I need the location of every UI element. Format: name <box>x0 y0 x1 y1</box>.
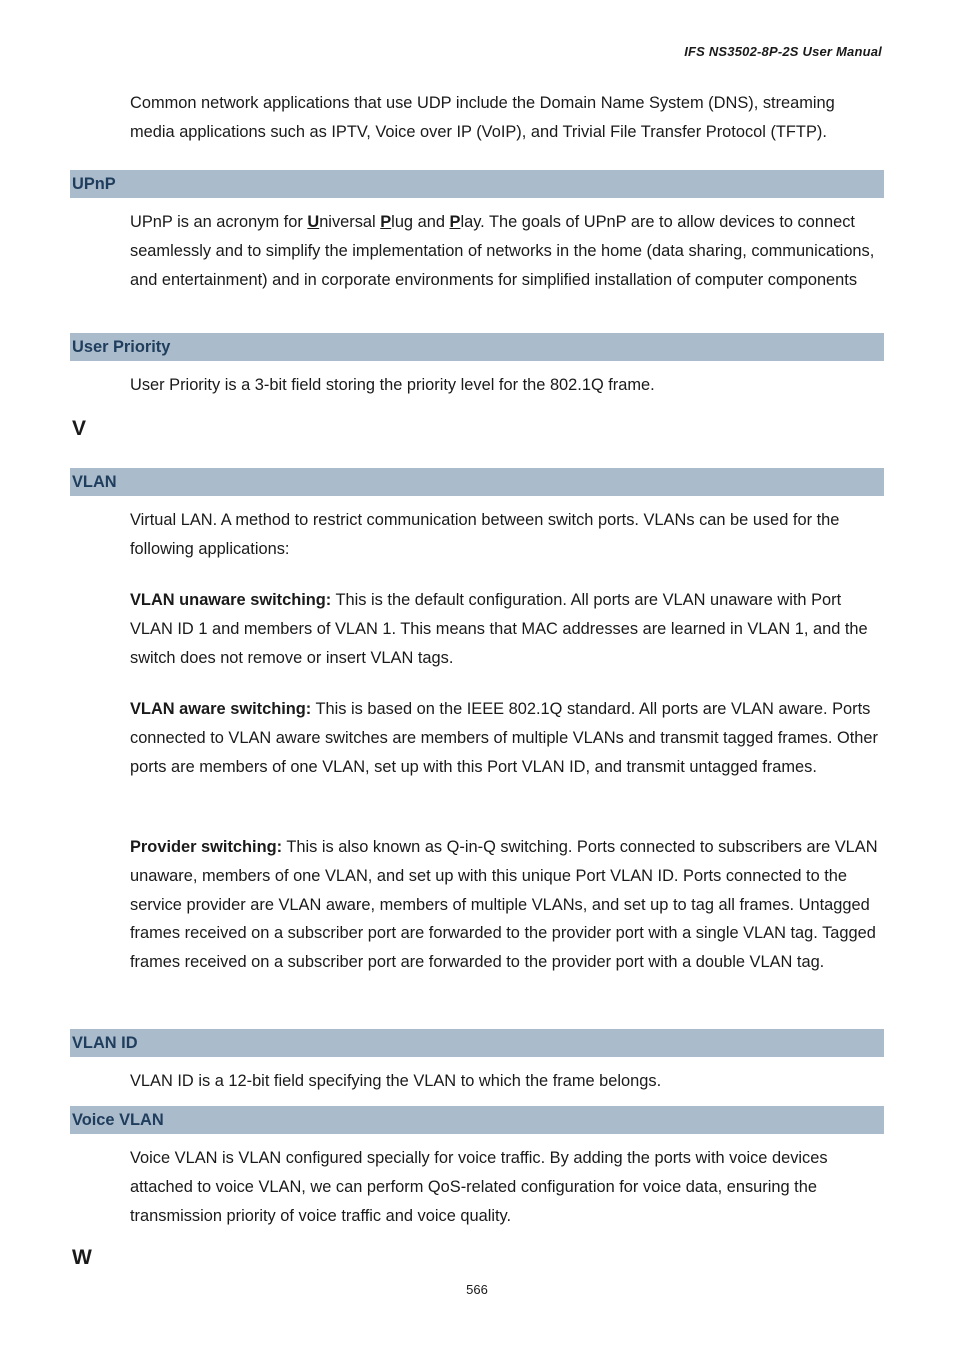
user-priority-paragraph: User Priority is a 3-bit field storing the priority level for the 802.1Q frame. <box>130 376 655 394</box>
section-voice-vlan-heading: Voice VLAN <box>70 1106 884 1134</box>
index-letter-v: V <box>72 417 87 440</box>
section-upnp-heading: UPnP <box>70 170 884 198</box>
index-letter-w: W <box>72 1246 92 1269</box>
vlan-id-paragraph: VLAN ID is a 12-bit field specifying the VLAN to which the frame belongs. <box>130 1072 662 1090</box>
upnp-paragraph: UPnP is an acronym for Universal Plug and Play. The goals of UPnP are to allow devices to connect seamlessly and to simplify the implementation of networks in the home (data sharing, communications, and entertainment) and in corporate environments for simplified installation of computer components <box>130 213 875 289</box>
vlan-aware-paragraph: VLAN aware switching: This is based on the IEEE 802.1Q standard. All ports are VLAN aware. Ports connected to VLAN aware switches are members of multiple VLANs and transmit tagged frames. Other ports are members of one VLAN, set up with this Port VLAN ID, and transmit untagged frames. <box>130 700 878 776</box>
page-number: 566 <box>466 1282 488 1297</box>
section-user-priority-heading: User Priority <box>70 333 884 361</box>
section-vlan-id-heading: VLAN ID <box>70 1029 884 1057</box>
udp-paragraph: Common network applications that use UDP include the Domain Name System (DNS), streaming media applications such as IPTV, Voice over IP (VoIP), and Trivial File Transfer Protocol (TFTP). <box>130 94 835 141</box>
vlan-intro-paragraph: Virtual LAN. A method to restrict communication between switch ports. VLANs can be used for the following applications: <box>130 511 840 558</box>
section-vlan-heading: VLAN <box>70 468 884 496</box>
running-header: IFS NS3502-8P-2S User Manual <box>684 44 882 59</box>
voice-vlan-paragraph: Voice VLAN is VLAN configured specially for voice traffic. By adding the ports with voice devices attached to voice VLAN, we can perform QoS-related configuration for voice data, ensuring the transmission priority of voice traffic and voice quality. <box>130 1149 828 1225</box>
vlan-unaware-paragraph: VLAN unaware switching: This is the default configuration. All ports are VLAN unaware with Port VLAN ID 1 and members of VLAN 1. This means that MAC addresses are learned in VLAN 1, and the switch does not remove or insert VLAN tags. <box>130 591 868 667</box>
provider-switching-paragraph: Provider switching: This is also known as Q-in-Q switching. Ports connected to subscribers are VLAN unaware, members of one VLAN, and set up with this unique Port VLAN ID. Ports connected to the service provider are VLAN aware, members of multiple VLANs, and set up to tag all frames. Untagged frames received on a subscriber port are forwarded to the provider port with a single VLAN tag. Tagged frames received on a subscriber port are forwarded to the provider port with a double VLAN tag. <box>130 838 878 972</box>
